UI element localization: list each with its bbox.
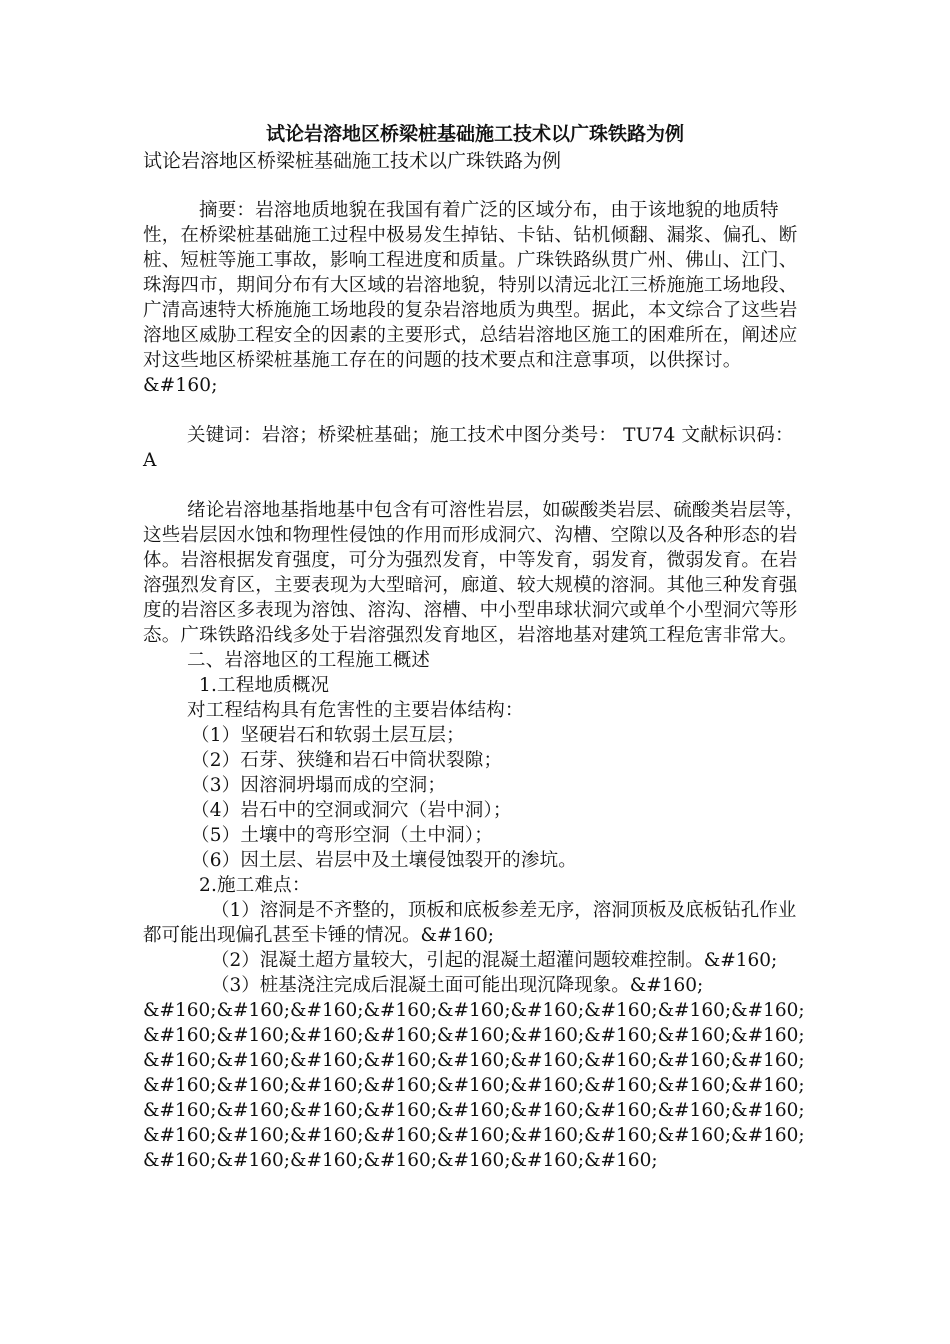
list-item: （6）因土层、岩层中及土壤侵蚀裂开的渗坑。: [191, 850, 577, 871]
list-item: （4）岩石中的空洞或洞穴（岩中洞）；: [191, 800, 512, 821]
list-item: （1）坚硬岩石和软弱土层互层；: [191, 725, 465, 746]
difficulty-paragraph: （2）混凝土超方量较大，引起的混凝土超灌问题较难控制。&#160;: [211, 950, 778, 971]
subsection-heading-difficulties: 2.施工难点：: [199, 875, 311, 896]
abstract-paragraph: 摘要：岩溶地质地貌在我国有着广泛的区域分布，由于该地貌的地质特性，在桥梁桩基础施工过程中极易发生掉钻、卡钻、钻机倾翻、漏浆、偏孔、断桩、短桩等施工事故，影响工程进度和质量。广珠铁路纵贯广州、佛山、江门、珠海四市，期间分布有大区域的岩溶地貌，特别以清远北江三桥施施工场地段、广清高速特大桥施施工场地段的复杂岩溶地质为典型。据此，本文综合了这些岩溶地区威胁工程安全的因素的主要形式，总结岩溶地区施工的困难所在，阐述应对这些地区桥梁桩基施工存在的问题的技术要点和注意事项，以供探讨。&#160;: [143, 200, 798, 396]
list-item: （5）土壤中的弯形空洞（土中洞）；: [191, 825, 493, 846]
section-heading: 二、岩溶地区的工程施工概述: [187, 650, 431, 671]
difficulty-paragraph: （3）桩基浇注完成后混凝土面可能出现沉降现象。&#160;: [211, 975, 704, 996]
entity-text-block: &#160;&#160;&#160;&#160;&#160;&#160;&#160;&#160;&#160;&#160;&#160;&#160;&#160;&#160;&#160;&#160;&#160;&#160;&#160;&#160;&#160;&#160;&#160;&#160;&#160;&#160;&#160;&#160;&#160;&#160;&#160;&#160;&#160;&#160;&#160;&#160;&#160;&#160;&#160;&#160;&#160;&#160;&#160;&#160;&#160;&#160;&#160;&#160;&#160;&#160;&#160;&#160;&#160;&#160;&#160;&#160;&#160;&#160;&#160;&#160;&#160;: [143, 1000, 805, 1171]
list-item: （3）因溶洞坍塌而成的空洞；: [191, 775, 447, 796]
document-subtitle: 试论岩溶地区桥梁桩基础施工技术以广珠铁路为例: [143, 150, 562, 172]
document-title: 试论岩溶地区桥梁桩基础施工技术以广珠铁路为例: [265, 123, 684, 145]
introduction-paragraph: 绪论岩溶地基指地基中包含有可溶性岩层，如碳酸类岩层、硫酸类岩层等，这些岩层因水蚀和物理性侵蚀的作用而形成洞穴、沟槽、空隙以及各种形态的岩体。岩溶根据发育强度，可分为强烈发育，中等发育，弱发育，微弱发育。在岩溶强烈发育区，主要表现为大型暗河，廊道、较大规模的溶洞。其他三种发育强度的岩溶区多表现为溶蚀、溶沟、溶槽、中小型串球状洞穴或单个小型洞穴等形态。广珠铁路沿线多处于岩溶强烈发育地区，岩溶地基对建筑工程危害非常大。: [143, 500, 805, 646]
keywords-paragraph: 关键词：岩溶；桥梁桩基础；施工技术中图分类号： TU74 文献标识码： A: [143, 425, 794, 471]
difficulty-paragraph: （1）溶洞是不齐整的，顶板和底板参差无序，溶洞顶板及底板钻孔作业都可能出现偏孔甚至卡锤的情况。&#160;: [143, 900, 797, 946]
list-item: （2）石芽、狭缝和岩石中筒状裂隙；: [191, 750, 503, 771]
document-body: [143, 198, 806, 1173]
structures-intro: 对工程结构具有危害性的主要岩体结构：: [187, 700, 524, 721]
subsection-heading-geology: 1.工程地质概况: [199, 675, 330, 696]
